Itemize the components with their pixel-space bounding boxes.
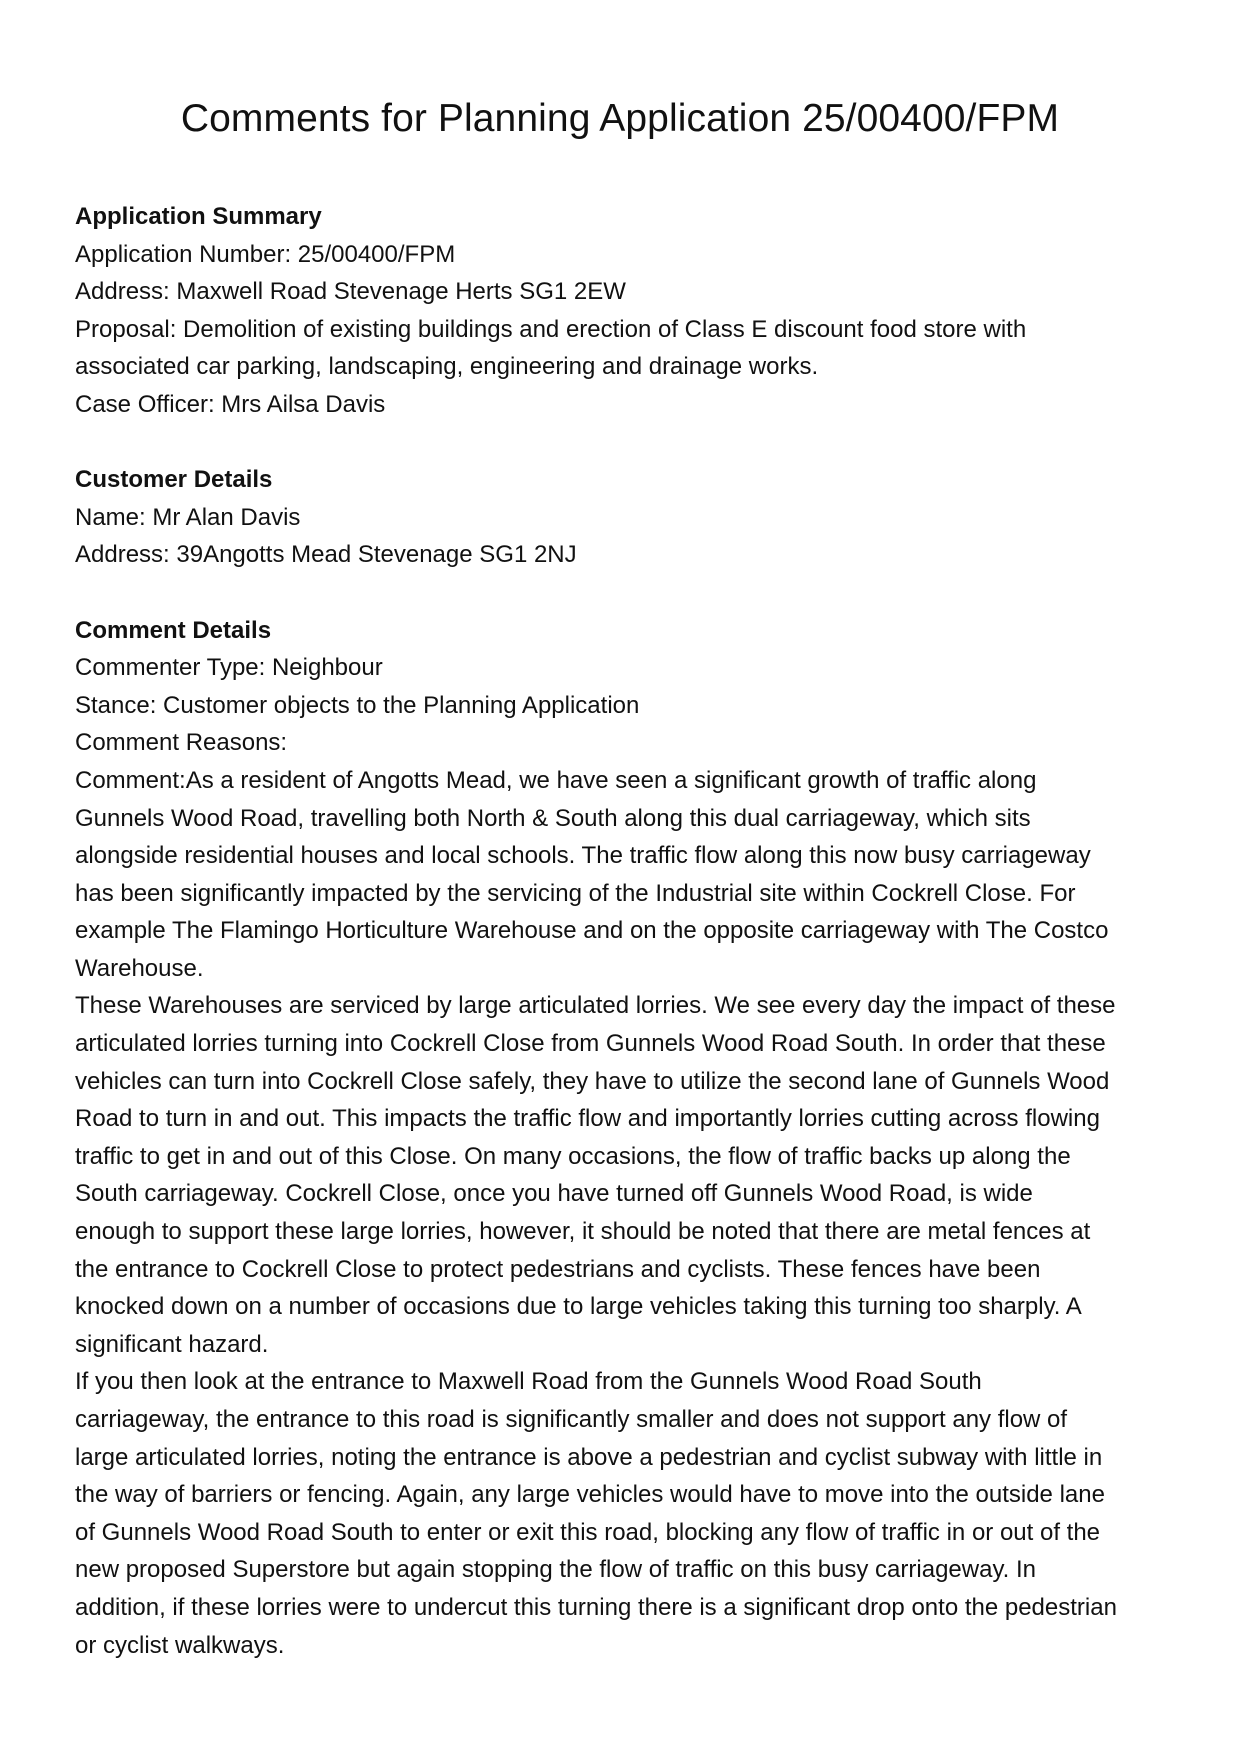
document-content bbox=[75, 198, 1175, 1664]
application-summary-section bbox=[75, 198, 1175, 424]
comment-line: Warehouse. bbox=[75, 954, 204, 982]
comment-line: large articulated lorries, noting the entrance is above a pedestrian and cyclist subway with little in bbox=[75, 1443, 1103, 1471]
application-number: Application Number: 25/00400/FPM bbox=[75, 240, 456, 268]
case-officer: Case Officer: Mrs Ailsa Davis bbox=[75, 390, 386, 418]
proposal-line-2: associated car parking, landscaping, engineering and drainage works. bbox=[75, 353, 819, 381]
comment-line: If you then look at the entrance to Maxwell Road from the Gunnels Wood Road South bbox=[75, 1368, 982, 1396]
comment-line: has been significantly impacted by the servicing of the Industrial site within Cockrell Close. For bbox=[75, 879, 1076, 907]
comment-line: enough to support these large lorries, however, it should be noted that there are metal fences at bbox=[75, 1218, 1091, 1246]
comment-details-section bbox=[75, 612, 1175, 1665]
comment-line: addition, if these lorries were to undercut this turning there is a significant drop onto the pedestrian bbox=[75, 1593, 1117, 1621]
comment-line: the entrance to Cockrell Close to protect pedestrians and cyclists. These fences have been bbox=[75, 1255, 1041, 1283]
comment-line: of Gunnels Wood Road South to enter or exit this road, blocking any flow of traffic in or out of the bbox=[75, 1518, 1101, 1546]
customer-details-section bbox=[75, 461, 1175, 574]
comment-details-heading: Comment Details bbox=[75, 616, 272, 644]
comment-line: South carriageway. Cockrell Close, once you have turned off Gunnels Wood Road, is wide bbox=[75, 1180, 1033, 1208]
stance: Stance: Customer objects to the Planning Application bbox=[75, 691, 640, 719]
comment-line: traffic to get in and out of this Close. On many occasions, the flow of traffic backs up along the bbox=[75, 1142, 1071, 1170]
customer-address: Address: 39Angotts Mead Stevenage SG1 2NJ bbox=[75, 541, 577, 569]
proposal-line-1: Proposal: Demolition of existing buildings and erection of Class E discount food store with bbox=[75, 315, 1027, 343]
comment-line: These Warehouses are serviced by large articulated lorries. We see every day the impact of these bbox=[75, 992, 1116, 1020]
customer-details-heading: Customer Details bbox=[75, 466, 273, 494]
commenter-type: Commenter Type: Neighbour bbox=[75, 654, 383, 682]
application-address: Address: Maxwell Road Stevenage Herts SG1 2EW bbox=[75, 278, 626, 306]
comment-line: vehicles can turn into Cockrell Close safely, they have to utilize the second lane of Gunnels Wood bbox=[75, 1067, 1110, 1095]
comment-line: Gunnels Wood Road, travelling both North & South along this dual carriageway, which sits bbox=[75, 804, 1031, 832]
comment-line: knocked down on a number of occasions due to large vehicles taking this turning too sharply. A bbox=[75, 1293, 1082, 1321]
comment-text bbox=[75, 762, 1175, 1664]
comment-line: Comment:As a resident of Angotts Mead, we have seen a significant growth of traffic along bbox=[75, 766, 1037, 794]
comment-line: carriageway, the entrance to this road is significantly smaller and does not support any flow of bbox=[75, 1406, 1068, 1433]
comment-line: Road to turn in and out. This impacts the traffic flow and importantly lorries cutting across flowing bbox=[75, 1105, 1100, 1133]
comment-line: example The Flamingo Horticulture Warehouse and on the opposite carriageway with The Costco bbox=[75, 917, 1109, 945]
comment-line: articulated lorries turning into Cockrell Close from Gunnels Wood Road South. In order that these bbox=[75, 1030, 1106, 1058]
comment-line: or cyclist walkways. bbox=[75, 1631, 285, 1659]
comment-line: new proposed Superstore but again stopping the flow of traffic on this busy carriageway. In bbox=[75, 1556, 1037, 1584]
comment-line: significant hazard. bbox=[75, 1330, 269, 1358]
application-summary-heading: Application Summary bbox=[75, 203, 322, 230]
customer-name: Name: Mr Alan Davis bbox=[75, 503, 301, 531]
comment-line: the way of barriers or fencing. Again, any large vehicles would have to move into the outside lane bbox=[75, 1481, 1105, 1509]
comment-reasons: Comment Reasons: bbox=[75, 729, 288, 757]
document-title: Comments for Planning Application 25/00400/FPM bbox=[180, 97, 1060, 140]
comment-line: alongside residential houses and local schools. The traffic flow along this now busy carriageway bbox=[75, 842, 1091, 870]
